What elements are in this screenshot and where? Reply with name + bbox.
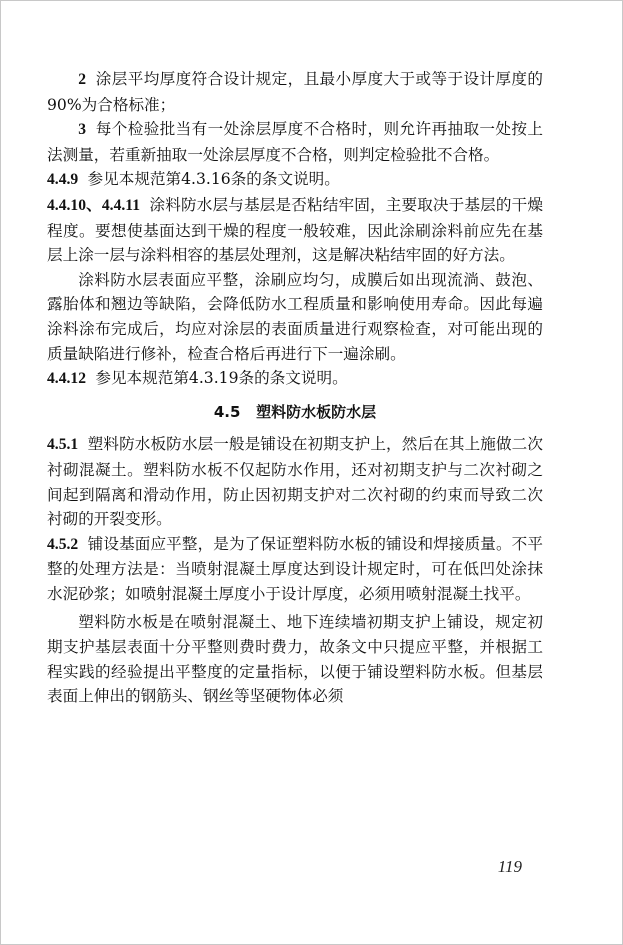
paragraph-text: 涂层平均厚度符合设计规定，且最小厚度大于或等于设计厚度的90%为合格标准； (47, 70, 543, 114)
paragraph-text: 塑料防水板防水层一般是铺设在初期支护上，然后在其上施做二次衬砌混凝土。塑料防水板不仅起防水作用，还对初期支护与二次衬砌之间起到隔离和滑动作用，防止因初期支护对二次衬砌的约束而导致二次衬砌的开裂变形。 (47, 435, 543, 529)
clause-4-4-12 (47, 366, 543, 392)
section-number: 4.5 (213, 402, 241, 421)
item-number: 2 (78, 71, 86, 88)
paragraph-item-3 (47, 117, 543, 167)
clause-number: 4.4.10、4.4.11 (47, 196, 141, 214)
paragraph-text: 铺设基面应平整，是为了保证塑料防水板的铺设和焊接质量。不平整的处理方法是：当喷射混凝土厚度达到设计规定时，可在低凹处涂抹水泥砂浆；如喷射混凝土厚度小于设计厚度，必须用喷射混凝土找平。 (47, 534, 543, 603)
section-heading (47, 400, 543, 425)
clause-number: 4.5.1 (47, 436, 79, 454)
clause-number: 4.5.2 (47, 535, 79, 553)
paragraph-item-2 (47, 67, 543, 117)
paragraph-text: 涂料防水层与基层是否粘结牢固，主要取决于基层的干燥程度。要想使基面达到干燥的程度一般较难，因此涂刷涂料前应先在基层上涂一层与涂料相容的基层处理剂，这是解决粘结牢固的好方法。 (47, 195, 543, 265)
clause-number: 4.4.9 (47, 171, 79, 189)
paragraph-text: 每个检验批当有一处涂层厚度不合格时，则允许再抽取一处按上法测量，若重新抽取一处涂层厚度不合格，则判定检验批不合格。 (47, 120, 543, 164)
item-number: 3 (78, 121, 86, 139)
paragraph-continued (47, 268, 543, 366)
paragraph-continued (47, 610, 543, 708)
clause-4-5-2 (47, 532, 543, 607)
page-content (47, 67, 543, 709)
paragraph-text: 参见本规范第4.3.16条的条文说明。 (87, 170, 340, 189)
clause-number: 4.4.12 (47, 370, 86, 388)
clause-4-5-1 (47, 432, 543, 531)
paragraph-text: 涂料防水层表面应平整，涂刷应均匀，成膜后如出现流淌、鼓泡、露胎体和翘边等缺陷，会降低防水工程质量和影响使用寿命。因此每遍涂料涂布完成后，均应对涂层的表面质量进行观察检查，对可能出现的质量缺陷进行修补，检查合格后再进行下一遍涂刷。 (47, 270, 543, 363)
paragraph-text: 参见本规范第4.3.19条的条文说明。 (95, 369, 348, 388)
paragraph-text: 塑料防水板是在喷射混凝土、地下连续墙初期支护上铺设，规定初期支护基层表面十分平整则费时费力，故条文中只提应平整，并根据工程实践的经验提出平整度的定量指标，以便于铺设塑料防水板。但基层表面上伸出的钢筋头、钢丝等坚硬物体必须 (47, 613, 543, 706)
page-number: 119 (497, 857, 522, 876)
section-title: 塑料防水板防水层 (256, 402, 377, 421)
clause-4-4-9 (47, 167, 543, 193)
clause-4-4-10-11 (47, 193, 543, 268)
